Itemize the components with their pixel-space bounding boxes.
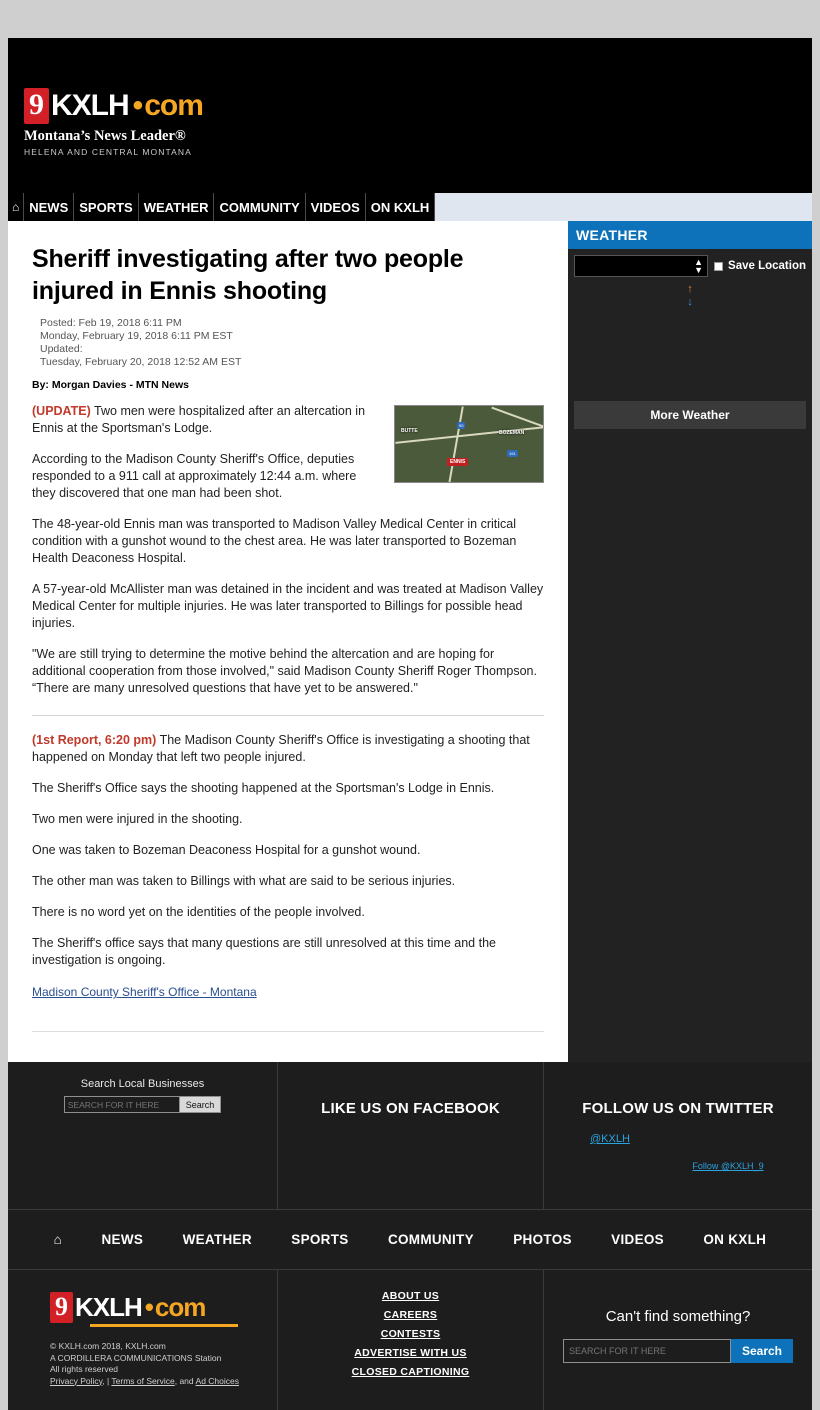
page-title: Sheriff investigating after two people injured in Ennis shooting — [32, 245, 464, 305]
article-byline: By: Morgan Davies - MTN News — [32, 379, 189, 391]
legal-links — [50, 1376, 263, 1388]
nav-item-weather[interactable]: WEATHER — [139, 193, 215, 221]
weather-controls — [568, 249, 812, 277]
footer-logo-nine-badge: 9 — [50, 1292, 73, 1323]
posted-date-long: Monday, February 19, 2018 6:11 PM EST — [40, 330, 233, 342]
arrow-down-icon: ↓ — [687, 296, 693, 308]
copyright-block — [50, 1341, 263, 1387]
footer-logo[interactable] — [50, 1292, 263, 1323]
parent-company: A CORDILLERA COMMUNICATIONS — [50, 1352, 193, 1363]
logo-wordmark — [24, 88, 203, 124]
footer-nav-photos[interactable]: PHOTOS — [513, 1232, 572, 1247]
copyright-line-1: © KXLH.com 2018, KXLH.com — [50, 1341, 166, 1351]
article-paragraph-11: There is no word yet on the identities of the people involved. — [32, 905, 365, 919]
home-icon: ⌂ — [12, 200, 20, 214]
station-word: Station — [192, 1352, 222, 1363]
related-source-link[interactable]: Madison County Sheriff's Office - Montana — [32, 985, 257, 999]
facebook-title: LIKE US ON FACEBOOK — [321, 1100, 500, 1117]
twitter-title: FOLLOW US ON TWITTER — [582, 1100, 774, 1117]
map-road-3 — [491, 407, 543, 428]
nav-item-videos[interactable]: VIDEOS — [306, 193, 366, 221]
weather-panel-title: WEATHER — [568, 221, 812, 249]
footer-site-search — [544, 1270, 812, 1410]
logo-dot-icon: • — [132, 89, 144, 122]
footer-nav-weather[interactable]: WEATHER — [182, 1232, 252, 1247]
local-search-form — [22, 1096, 263, 1113]
terms-of-service-link[interactable]: Terms of Service — [111, 1375, 175, 1386]
legal-sep-1: , | — [102, 1375, 112, 1386]
article-paragraph-7: The Sheriff's Office says the shooting happened at the Sportsman's Lodge in Ennis. — [32, 781, 495, 795]
footer-logo-dot-icon: • — [144, 1292, 154, 1322]
article-body — [8, 221, 568, 1062]
local-search-title: Search Local Businesses — [80, 1078, 205, 1090]
article-paragraph-first-report — [32, 732, 544, 766]
footer-logo-com-text: com — [154, 1292, 206, 1322]
footer-nav-news[interactable]: NEWS — [101, 1232, 144, 1247]
copyright-line-3: All rights reserved — [50, 1364, 119, 1374]
site-search-input[interactable] — [563, 1339, 731, 1363]
article-paragraph-10: The other man was taken to Billings with what are said to be serious injuries. — [32, 874, 456, 888]
footer-brand — [8, 1270, 278, 1410]
footer-links-column — [278, 1270, 544, 1410]
updated-label: Updated: — [40, 343, 83, 355]
site-masthead — [8, 38, 812, 193]
ad-choices-link[interactable]: Ad Choices — [195, 1375, 239, 1386]
footer-logo-kxlh-text: KXLH — [75, 1292, 142, 1322]
legal-sep-2: , and — [174, 1375, 196, 1386]
first-report-tag: (1st Report, 6:20 pm) — [32, 733, 157, 747]
posted-date: Posted: Feb 19, 2018 6:11 PM — [40, 317, 182, 329]
main-navigation[interactable] — [8, 193, 812, 221]
footer-nav-sports[interactable]: SPORTS — [291, 1232, 349, 1247]
footer-logo-underline — [90, 1324, 238, 1327]
footer-navigation[interactable] — [8, 1210, 812, 1270]
article-timestamps — [40, 317, 544, 369]
footer-social-row — [8, 1062, 812, 1210]
logo-nine-badge: 9 — [24, 88, 49, 124]
nav-item-sports[interactable]: SPORTS — [74, 193, 138, 221]
twitter-handle-link[interactable]: @KXLH — [590, 1133, 630, 1145]
weather-trend-icons — [568, 283, 812, 309]
article-paragraph-3: The 48-year-old Ennis man was transported to Madison Valley Medical Center in critical condition with a gunshot wound to the chest area. He was later transported to Bozeman Health Deaconess Hospital. — [32, 517, 517, 565]
update-text: Two men were hospitalized after an altercation in Ennis at the Sportsman's Lodge. — [32, 404, 366, 435]
nav-item-home[interactable] — [8, 193, 24, 221]
save-location-label: Save Location — [728, 260, 806, 272]
map-shield-191: 191 — [509, 451, 516, 456]
copyright-line-2 — [50, 1353, 263, 1365]
article-paragraph-5: "We are still trying to determine the motive behind the altercation and are hoping for additional cooperation from those involved," said Madison County Sheriff Roger Thompson. “There are many unresolved questions that have yet to be answered." — [32, 647, 537, 695]
footer-bottom-row — [8, 1270, 812, 1410]
nav-item-community[interactable]: COMMUNITY — [214, 193, 305, 221]
site-search-button[interactable]: Search — [731, 1339, 793, 1363]
logo-tagline: Montana’s News Leader® — [24, 128, 186, 144]
footer-local-search — [8, 1062, 278, 1209]
article-paragraph-2: According to the Madison County Sheriff's Office, deputies responded to a 911 call at approximately 12:44 a.m. where they discovered that one man had been shot. — [32, 452, 357, 500]
weather-location-select[interactable] — [574, 255, 708, 277]
logo-kxlh-text: KXLH — [51, 89, 129, 122]
site-search-title: Can't find something? — [605, 1308, 751, 1325]
local-search-input[interactable] — [64, 1096, 180, 1113]
site-logo[interactable] — [24, 88, 203, 157]
map-shield-90: 90 — [459, 423, 464, 428]
footer-link-closed-captioning[interactable]: CLOSED CAPTIONING — [351, 1366, 470, 1378]
nav-item-news[interactable]: NEWS — [24, 193, 74, 221]
first-report-text: The Madison County Sheriff's Office is investigating a shooting that happened on Monday that left two people injured. — [32, 733, 530, 764]
footer-facebook-panel — [278, 1062, 544, 1209]
footer-link-about-us[interactable]: ABOUT US — [381, 1290, 440, 1302]
article-paragraph-12: The Sheriff's office says that many questions are still unresolved at this time and the investigation is ongoing. — [32, 936, 496, 967]
privacy-policy-link[interactable]: Privacy Policy — [50, 1375, 103, 1386]
checkbox-icon[interactable] — [714, 262, 723, 271]
footer-nav-on-kxlh[interactable]: ON KXLH — [703, 1232, 767, 1247]
footer-link-advertise[interactable]: ADVERTISE WITH US — [354, 1347, 467, 1359]
chevron-updown-icon: ▲ ▼ — [694, 257, 704, 275]
article-divider — [32, 715, 544, 716]
page-content — [8, 221, 812, 1062]
twitter-follow-link[interactable]: Follow @KXLH_9 — [692, 1161, 764, 1171]
map-label-butte: BUTTE — [401, 428, 418, 434]
footer-nav-home[interactable]: ⌂ — [53, 1232, 63, 1247]
footer-nav-community[interactable]: COMMUNITY — [387, 1232, 474, 1247]
article-bottom-divider — [32, 1031, 544, 1032]
footer-nav-videos[interactable]: VIDEOS — [611, 1232, 664, 1247]
article-paragraph-8: Two men were injured in the shooting. — [32, 812, 243, 826]
logo-com-text: com — [144, 89, 203, 122]
local-search-button[interactable]: Search — [180, 1096, 222, 1113]
save-location-toggle[interactable] — [714, 260, 806, 272]
site-search-form — [558, 1339, 798, 1363]
site-footer — [8, 1062, 812, 1410]
article-paragraph-9: One was taken to Bozeman Deaconess Hospital for a gunshot wound. — [32, 843, 421, 857]
footer-link-contests[interactable]: CONTESTS — [380, 1328, 441, 1340]
map-label-bozeman: BOZEMAN — [499, 430, 525, 436]
nav-item-on-kxlh[interactable]: ON KXLH — [366, 193, 436, 221]
article-paragraph-4: A 57-year-old McAllister man was detained in the incident and was treated at Madison Valley Medical Center for multiple injuries. He was later transported to Billings for possible head injuries. — [32, 582, 544, 630]
updated-date-long: Tuesday, February 20, 2018 12:52 AM EST — [40, 356, 242, 368]
more-weather-button[interactable]: More Weather — [574, 401, 806, 429]
map-label-ennis: ENNIS — [447, 458, 468, 466]
footer-twitter-panel — [544, 1062, 812, 1209]
site-frame — [8, 38, 812, 1410]
article-map-thumbnail[interactable] — [394, 405, 544, 483]
weather-sidebar — [568, 221, 812, 1062]
map-road-2 — [448, 406, 464, 483]
logo-subtitle: HELENA AND CENTRAL MONTANA — [24, 147, 192, 157]
arrow-up-icon: ↑ — [687, 283, 693, 295]
footer-link-careers[interactable]: CAREERS — [383, 1309, 438, 1321]
update-tag: (UPDATE) — [32, 404, 91, 418]
